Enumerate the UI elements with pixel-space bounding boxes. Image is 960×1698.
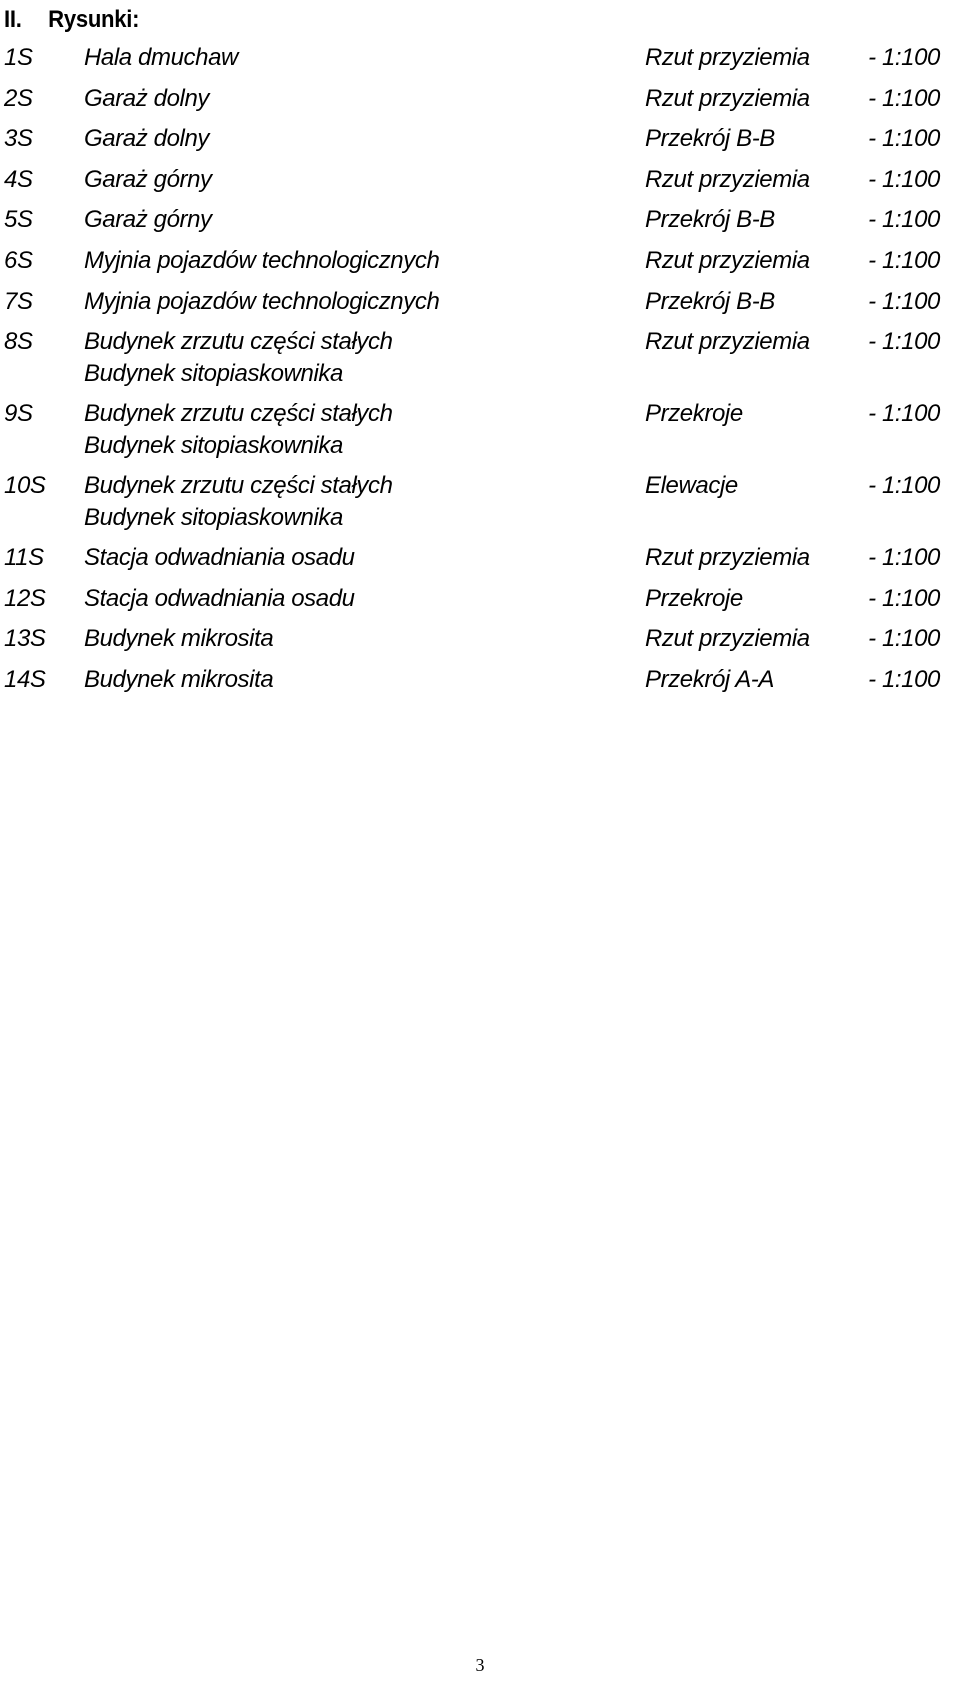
drawing-scale: - 1:100 — [868, 665, 940, 693]
drawing-view-type: Przekroje — [645, 400, 743, 428]
drawing-object-name: Budynek sitopiaskownika — [84, 360, 343, 388]
section-title: Rysunki: — [48, 6, 140, 33]
drawing-object-names — [84, 619, 624, 660]
drawing-object-name: Garaż dolny — [84, 84, 209, 112]
drawing-object-name: Budynek mikrosita — [84, 665, 274, 693]
drawing-row — [0, 322, 960, 394]
page-number: 3 — [475, 1655, 485, 1675]
drawing-scale: - 1:100 — [868, 44, 940, 71]
drawing-row — [0, 579, 960, 620]
drawing-view-type: Rzut przyziemia — [645, 165, 810, 193]
drawing-code: 5S — [4, 206, 33, 234]
drawing-view-type: Rzut przyziemia — [645, 44, 810, 71]
drawing-object-name: Garaż górny — [84, 165, 212, 193]
drawing-row — [0, 619, 960, 660]
drawing-row — [0, 200, 960, 241]
drawing-scale: - 1:100 — [868, 287, 940, 315]
drawing-row — [0, 660, 960, 701]
drawing-object-name: Myjnia pojazdów technologicznych — [84, 246, 440, 274]
drawing-view-type: Elewacje — [645, 472, 738, 500]
drawing-object-name: Stacja odwadniania osadu — [84, 544, 355, 572]
drawing-object-name: Hala dmuchaw — [84, 44, 238, 71]
drawing-view-type: Przekrój A-A — [645, 665, 775, 693]
drawing-object-names — [84, 79, 624, 120]
section-number: II. — [4, 6, 22, 33]
drawing-view-type: Przekrój B-B — [645, 125, 775, 153]
drawing-scale: - 1:100 — [868, 246, 940, 274]
drawing-row — [0, 119, 960, 160]
drawing-object-names — [84, 660, 624, 701]
drawing-object-names — [84, 466, 624, 538]
drawing-view-type: Rzut przyziemia — [645, 328, 810, 356]
drawing-scale: - 1:100 — [868, 165, 940, 193]
drawing-object-name: Garaż dolny — [84, 125, 209, 153]
drawing-row — [0, 466, 960, 538]
drawing-row — [0, 79, 960, 120]
drawing-code: 8S — [4, 328, 33, 356]
drawing-object-name: Budynek sitopiaskownika — [84, 504, 343, 532]
drawing-code: 1S — [4, 44, 33, 71]
drawing-object-name: Budynek zrzutu części stałych — [84, 472, 393, 500]
drawing-code: 13S — [4, 625, 46, 653]
drawing-object-names — [84, 241, 624, 282]
drawing-view-type: Przekrój B-B — [645, 206, 775, 234]
drawing-code: 6S — [4, 246, 33, 274]
drawing-object-names — [84, 200, 624, 241]
drawing-code: 11S — [4, 544, 44, 572]
drawing-scale: - 1:100 — [868, 206, 940, 234]
drawing-object-name: Budynek zrzutu części stałych — [84, 328, 393, 356]
drawing-code: 7S — [4, 287, 33, 315]
drawing-row — [0, 38, 960, 79]
drawing-scale: - 1:100 — [868, 544, 940, 572]
drawing-list — [0, 38, 960, 701]
drawing-scale: - 1:100 — [868, 472, 940, 500]
drawing-object-names — [84, 394, 624, 466]
drawing-view-type: Rzut przyziemia — [645, 246, 810, 274]
drawing-object-name: Budynek mikrosita — [84, 625, 274, 653]
drawing-code: 10S — [4, 472, 46, 500]
drawing-code: 2S — [4, 84, 33, 112]
drawing-code: 9S — [4, 400, 33, 428]
drawing-row — [0, 538, 960, 579]
drawing-object-name: Garaż górny — [84, 206, 212, 234]
drawing-object-names — [84, 538, 624, 579]
drawing-scale: - 1:100 — [868, 400, 940, 428]
drawing-object-name: Stacja odwadniania osadu — [84, 584, 355, 612]
drawing-code: 14S — [4, 665, 46, 693]
drawing-scale: - 1:100 — [868, 328, 940, 356]
drawing-object-names — [84, 38, 624, 79]
drawing-scale: - 1:100 — [868, 584, 940, 612]
drawing-code: 12S — [4, 584, 46, 612]
drawing-object-name: Myjnia pojazdów technologicznych — [84, 287, 440, 315]
drawing-object-name: Budynek sitopiaskownika — [84, 432, 343, 460]
drawing-object-name: Budynek zrzutu części stałych — [84, 400, 393, 428]
drawing-object-names — [84, 322, 624, 394]
drawing-row — [0, 241, 960, 282]
drawing-row — [0, 282, 960, 323]
section-heading — [4, 2, 139, 38]
drawing-object-names — [84, 282, 624, 323]
drawing-object-names — [84, 119, 624, 160]
drawing-scale: - 1:100 — [868, 84, 940, 112]
drawing-row — [0, 160, 960, 201]
drawing-row — [0, 394, 960, 466]
drawing-view-type: Rzut przyziemia — [645, 544, 810, 572]
drawing-scale: - 1:100 — [868, 625, 940, 653]
drawing-view-type: Rzut przyziemia — [645, 625, 810, 653]
drawing-view-type: Rzut przyziemia — [645, 84, 810, 112]
drawing-object-names — [84, 579, 624, 620]
drawing-view-type: Przekroje — [645, 584, 743, 612]
drawing-scale: - 1:100 — [868, 125, 940, 153]
drawing-view-type: Przekrój B-B — [645, 287, 775, 315]
drawing-object-names — [84, 160, 624, 201]
drawing-code: 4S — [4, 165, 33, 193]
drawing-code: 3S — [4, 125, 33, 153]
